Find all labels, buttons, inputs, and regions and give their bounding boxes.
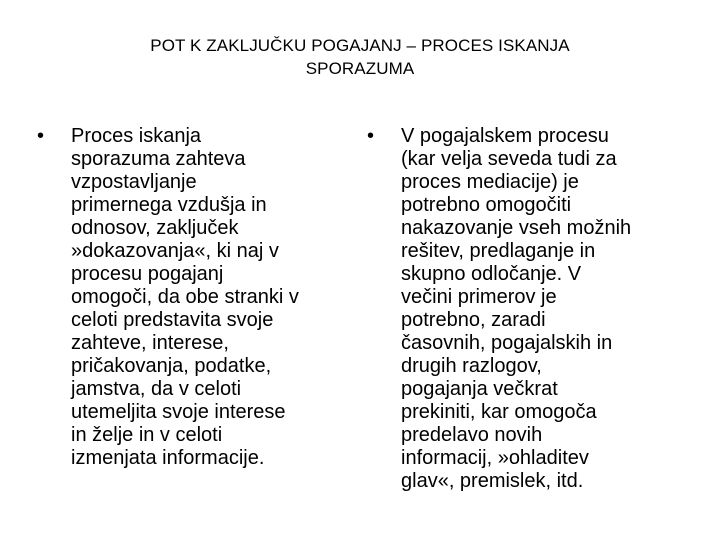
right-column — [363, 125, 693, 493]
text-line: zahteve, interese, — [71, 332, 229, 354]
slide-title-line: SPORAZUMA — [305, 59, 415, 78]
text-line: glav«, premislek, itd. — [401, 470, 584, 492]
text-line: časovnih, pogajalskih in — [401, 332, 613, 354]
bullet-icon: • — [37, 125, 45, 147]
text-line: primernega vzdušja in — [71, 194, 267, 216]
text-line: večini primerov je — [401, 286, 557, 308]
text-line: nakazovanje vseh možnih — [401, 217, 632, 239]
text-line: sporazuma zahteva — [71, 148, 246, 170]
text-line: pričakovanja, podatke, — [71, 355, 272, 377]
text-line: jamstva, da v celoti — [71, 378, 242, 400]
text-line: omogoči, da obe stranki v — [71, 286, 299, 308]
bullet-item-right — [363, 125, 693, 493]
text-line: informacij, »ohladitev — [401, 447, 589, 469]
text-line: Proces iskanja — [71, 125, 202, 147]
text-line: odnosov, zaključek — [71, 217, 239, 239]
text-line: (kar velja seveda tudi za — [401, 148, 617, 170]
bullet-text-left — [71, 125, 363, 470]
bullet-icon: • — [367, 125, 375, 147]
text-line: izmenjata informacije. — [71, 447, 265, 469]
slide-title — [60, 34, 660, 80]
text-line: celoti predstavita svoje — [71, 309, 274, 331]
text-line: potrebno omogočiti — [401, 194, 572, 216]
left-column — [33, 125, 363, 470]
bullet-text-right — [401, 125, 693, 493]
text-line: proces mediacije) je — [401, 171, 579, 193]
bullet-item-left — [33, 125, 363, 470]
text-line: V pogajalskem procesu — [401, 125, 609, 147]
text-line: potrebno, zaradi — [401, 309, 546, 331]
slide-title-line: POT K ZAKLJUČKU POGAJANJ – PROCES ISKANJA — [150, 36, 570, 55]
text-line: skupno odločanje. V — [401, 263, 582, 285]
text-line: pogajanja večkrat — [401, 378, 558, 400]
text-line: in želje in v celoti — [71, 424, 223, 446]
text-line: prekiniti, kar omogoča — [401, 401, 597, 423]
text-line: drugih razlogov, — [401, 355, 542, 377]
text-line: utemeljita svoje interese — [71, 401, 286, 423]
text-line: »dokazovanja«, ki naj v — [71, 240, 279, 262]
text-line: predelavo novih — [401, 424, 543, 446]
text-line: procesu pogajanj — [71, 263, 224, 285]
text-line: vzpostavljanje — [71, 171, 197, 193]
text-line: rešitev, predlaganje in — [401, 240, 596, 262]
